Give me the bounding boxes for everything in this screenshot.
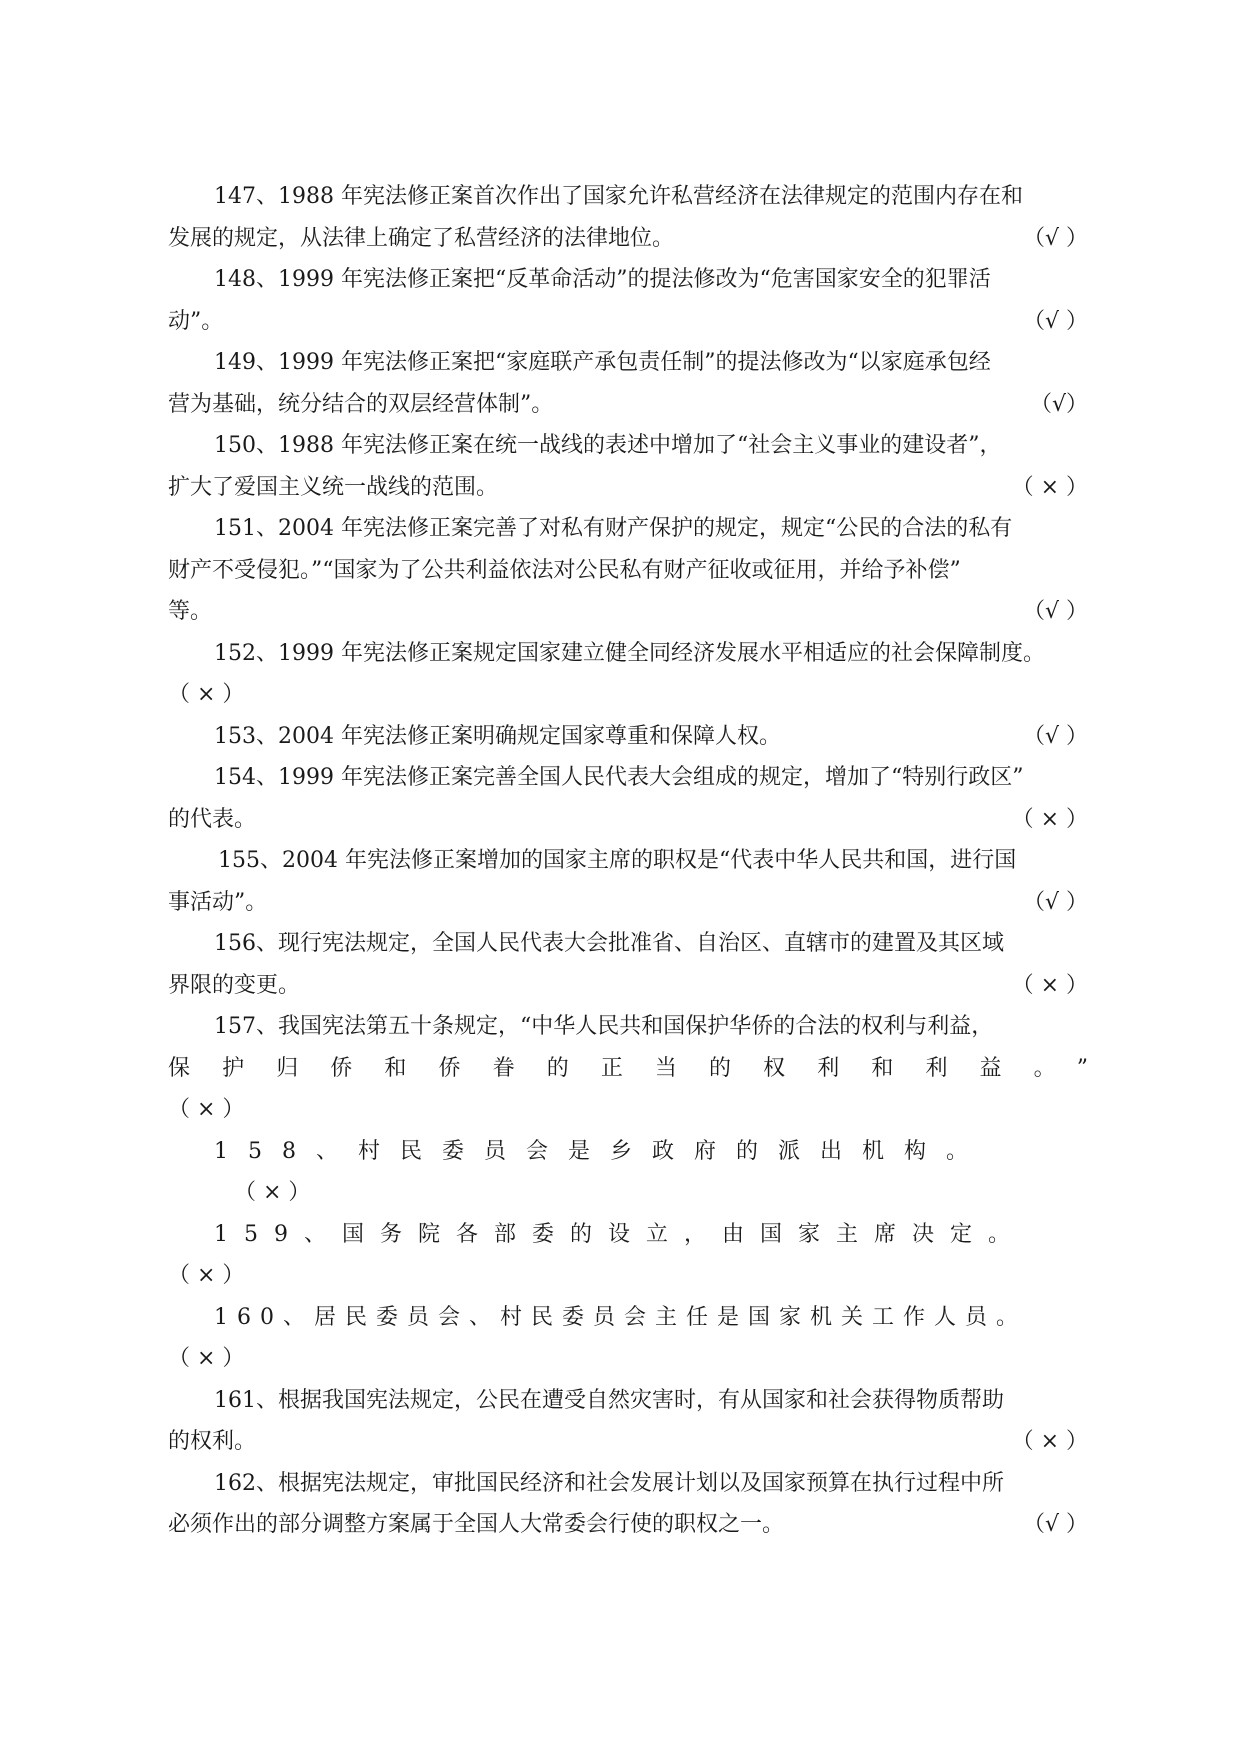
question-152	[168, 633, 1088, 716]
question-159	[168, 1214, 1088, 1297]
question-text: 154、1999 年宪法修正案完善全国人民代表大会组成的规定，增加了“特别行政区”	[214, 765, 1024, 790]
question-text: 必须作出的部分调整方案属于全国人大常委会行使的职权之一。	[168, 1512, 785, 1537]
question-148	[168, 259, 1088, 342]
question-text: 155、2004 年宪法修正案增加的国家主席的职权是“代表中华人民共和国，进行国	[218, 848, 1017, 873]
question-156	[168, 923, 1088, 1006]
question-text: 161、根据我国宪法规定，公民在遭受自然灾害时，有从国家和社会获得物质帮助	[214, 1387, 1004, 1413]
question-149	[168, 342, 1088, 425]
answer-mark: （ × ）	[168, 1263, 245, 1288]
answer-mark: （√ ）	[1022, 308, 1088, 334]
answer-mark: （√ ）	[1022, 1512, 1088, 1537]
question-text: 156、现行宪法规定，全国人民代表大会批准省、自治区、直辖市的建置及其区域	[214, 931, 1004, 956]
question-text: 营为基础，统分结合的双层经营体制”。	[168, 391, 554, 417]
question-162	[168, 1463, 1088, 1546]
question-text: 157、我国宪法第五十条规定，“中华人民共和国保护华侨的合法的权利与利益，	[214, 1014, 994, 1039]
question-161	[168, 1380, 1088, 1463]
question-158	[168, 1131, 1088, 1214]
question-text: 等。	[168, 599, 213, 624]
answer-mark: （ × ）	[1011, 806, 1088, 832]
answer-mark: （ × ）	[168, 1346, 245, 1371]
question-text: 150、1988 年宪法修正案在统一战线的表述中增加了“社会主义事业的建设者”，	[214, 433, 1002, 458]
answer-mark: （ × ）	[1011, 1429, 1088, 1454]
answer-mark: （√ ）	[1022, 225, 1088, 251]
answer-mark: （√）	[1029, 391, 1088, 417]
answer-mark: （ × ）	[1011, 474, 1088, 500]
question-text: 159、国务院各部委的设立，由国家主席决定。	[214, 1221, 1026, 1247]
answer-mark: （ × ）	[1011, 972, 1088, 998]
question-157	[168, 1006, 1108, 1131]
question-text: 149、1999 年宪法修正案把“家庭联产承包责任制”的提法修改为“以家庭承包经	[214, 350, 991, 375]
question-text: 扩大了爱国主义统一战线的范围。	[168, 474, 499, 500]
question-text: 财产不受侵犯。”“国家为了公共利益依法对公民私有财产征收或征用，并给予补偿”	[168, 557, 961, 583]
question-147	[168, 176, 1088, 259]
question-text: 148、1999 年宪法修正案把“反革命活动”的提法修改为“危害国家安全的犯罪活	[214, 267, 991, 292]
question-151	[168, 508, 1088, 633]
answer-mark: （√ ）	[1022, 889, 1088, 915]
question-153	[168, 716, 1088, 758]
answer-mark: （ × ）	[168, 682, 245, 707]
answer-mark: （√ ）	[1022, 599, 1088, 624]
question-text: 保护归侨和侨眷的正当的权利和利益。”	[168, 1055, 1108, 1081]
question-text: 界限的变更。	[168, 972, 301, 998]
question-155	[168, 840, 1088, 923]
question-150	[168, 425, 1088, 508]
question-text: 147、1988 年宪法修正案首次作出了国家允许私营经济在法律规定的范围内存在和	[214, 184, 1023, 209]
question-text: 动”。	[168, 308, 224, 334]
question-text: 152、1999 年宪法修正案规定国家建立健全同经济发展水平相适应的社会保障制度。	[214, 640, 1045, 666]
question-text: 发展的规定，从法律上确定了私营经济的法律地位。	[168, 225, 675, 251]
question-text: 151、2004 年宪法修正案完善了对私有财产保护的规定，规定“公民的合法的私有	[214, 516, 1013, 541]
question-text: 160、居民委员会、村民委员会主任是国家机关工作人员。	[214, 1304, 1027, 1330]
question-text: 的权利。	[168, 1429, 257, 1454]
question-text: 事活动”。	[168, 889, 268, 915]
document-body	[168, 176, 1108, 1546]
question-154	[168, 757, 1088, 840]
question-160	[168, 1297, 1088, 1380]
question-text: 162、根据宪法规定，审批国民经济和社会发展计划以及国家预算在执行过程中所	[214, 1470, 1004, 1496]
answer-mark: （√ ）	[1022, 723, 1088, 749]
answer-mark: （ × ）	[234, 1180, 311, 1205]
question-text: 的代表。	[168, 806, 257, 832]
question-text: 153、2004 年宪法修正案明确规定国家尊重和保障人权。	[214, 723, 781, 749]
question-text: 158、村民委员会是乡政府的派出机构。	[214, 1138, 988, 1164]
answer-mark: （ × ）	[168, 1097, 245, 1122]
